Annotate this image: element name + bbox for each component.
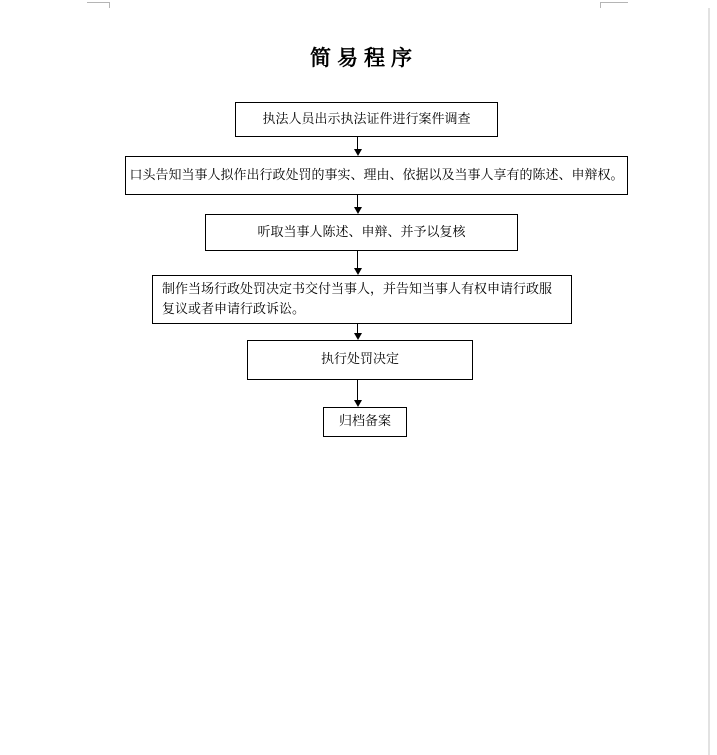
flowchart-step-4	[152, 275, 572, 324]
flow-arrow-1	[353, 137, 362, 156]
flow-arrow-5	[353, 380, 362, 407]
flowchart-step-2	[125, 156, 628, 195]
arrow-line	[357, 324, 358, 333]
step-4-label: 制作当场行政处罚决定书交付当事人，并告知当事人有权申请行政服复议或者申请行政诉讼。	[162, 281, 553, 317]
flow-arrow-2	[353, 195, 362, 214]
arrow-head-icon	[354, 333, 362, 340]
arrow-head-icon	[354, 400, 362, 407]
step-3-label: 听取当事人陈述、申辩、并予以复核	[257, 224, 466, 240]
arrow-line	[357, 380, 358, 400]
step-1-label: 执法人员出示执法证件进行案件调查	[262, 111, 471, 127]
step-2-label: 口头告知当事人拟作出行政处罚的事实、理由、依据以及当事人享有的陈述、申辩权。	[129, 167, 624, 183]
flowchart-step-1	[235, 102, 498, 137]
page-edge-line	[708, 8, 710, 755]
step-6-label: 归档备案	[338, 414, 391, 429]
arrow-line	[357, 137, 358, 149]
arrow-head-icon	[354, 149, 362, 156]
arrow-line	[357, 195, 358, 207]
text-boundary-mark-left-icon	[87, 2, 110, 8]
flowchart-step-5	[247, 340, 473, 380]
flow-arrow-3	[353, 251, 362, 275]
flow-arrow-4	[353, 324, 362, 340]
text-boundary-mark-right-icon	[600, 2, 628, 8]
flowchart-step-6	[323, 407, 407, 437]
flowchart-step-3	[205, 214, 518, 251]
arrow-head-icon	[354, 268, 362, 275]
step-5-label: 执行处罚决定	[320, 352, 399, 367]
arrow-head-icon	[354, 207, 362, 214]
arrow-line	[357, 251, 358, 268]
flowchart-title: 简易程序	[310, 46, 418, 70]
